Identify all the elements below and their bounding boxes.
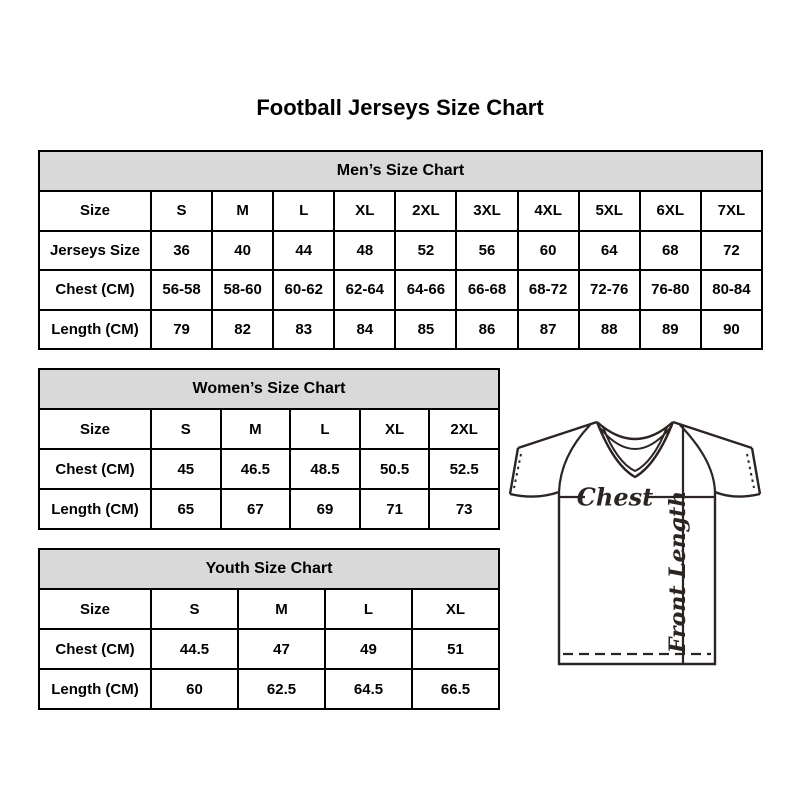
row-label-cell: Length (CM) (39, 669, 151, 709)
womens-table-title: Women’s Size Chart (39, 369, 499, 409)
value-cell: 5XL (579, 191, 640, 231)
value-cell: 87 (518, 310, 579, 350)
table-row (39, 489, 499, 529)
value-cell: 58-60 (212, 270, 273, 310)
row-label-cell: Chest (CM) (39, 449, 151, 489)
row-label-cell: Chest (CM) (39, 270, 151, 310)
value-cell: 66.5 (412, 669, 499, 709)
value-cell: 50.5 (360, 449, 430, 489)
value-cell: XL (412, 589, 499, 629)
table-row (39, 589, 499, 629)
value-cell: 51 (412, 629, 499, 669)
chest-label: Chest (576, 482, 654, 512)
value-cell: 49 (325, 629, 412, 669)
value-cell: L (290, 409, 360, 449)
value-cell: 46.5 (221, 449, 291, 489)
value-cell: 90 (701, 310, 762, 350)
jersey-diagram-image (506, 414, 762, 668)
mens-table-title: Men’s Size Chart (39, 151, 762, 191)
value-cell: 72-76 (579, 270, 640, 310)
value-cell: 72 (701, 231, 762, 271)
value-cell: 48 (334, 231, 395, 271)
table-row (39, 231, 762, 271)
jersey-measurement-diagram (506, 414, 762, 668)
value-cell: 65 (151, 489, 221, 529)
value-cell: 52.5 (429, 449, 499, 489)
value-cell: 64-66 (395, 270, 456, 310)
row-label-cell: Jerseys Size (39, 231, 151, 271)
value-cell: 86 (456, 310, 517, 350)
value-cell: 60 (518, 231, 579, 271)
value-cell: 83 (273, 310, 334, 350)
value-cell: 80-84 (701, 270, 762, 310)
value-cell: 66-68 (456, 270, 517, 310)
row-label-cell: Size (39, 191, 151, 231)
value-cell: M (221, 409, 291, 449)
table-title-row (39, 151, 762, 191)
row-label-cell: Chest (CM) (39, 629, 151, 669)
value-cell: M (238, 589, 325, 629)
value-cell: S (151, 191, 212, 231)
jersey-body-outline (559, 492, 715, 664)
table-row (39, 669, 499, 709)
value-cell: 40 (212, 231, 273, 271)
value-cell: 62-64 (334, 270, 395, 310)
front-length-label: Front Length (665, 490, 691, 654)
table-title-row (39, 369, 499, 409)
value-cell: 76-80 (640, 270, 701, 310)
table-title-row (39, 549, 499, 589)
value-cell: 56 (456, 231, 517, 271)
page-title: Football Jerseys Size Chart (256, 95, 544, 120)
value-cell: 85 (395, 310, 456, 350)
value-cell: 60 (151, 669, 238, 709)
value-cell: 52 (395, 231, 456, 271)
value-cell: 88 (579, 310, 640, 350)
value-cell: 60-62 (273, 270, 334, 310)
value-cell: 64 (579, 231, 640, 271)
value-cell: 68-72 (518, 270, 579, 310)
table-row (39, 270, 762, 310)
row-label-cell: Length (CM) (39, 310, 151, 350)
value-cell: S (151, 589, 238, 629)
value-cell: 3XL (456, 191, 517, 231)
table-row (39, 310, 762, 350)
row-label-cell: Size (39, 409, 151, 449)
value-cell: 73 (429, 489, 499, 529)
value-cell: 6XL (640, 191, 701, 231)
mens-size-table (38, 150, 763, 350)
value-cell: S (151, 409, 221, 449)
row-label-cell: Size (39, 589, 151, 629)
value-cell: 84 (334, 310, 395, 350)
value-cell: 47 (238, 629, 325, 669)
value-cell: 7XL (701, 191, 762, 231)
value-cell: 45 (151, 449, 221, 489)
value-cell: 4XL (518, 191, 579, 231)
womens-size-table (38, 368, 500, 530)
value-cell: 36 (151, 231, 212, 271)
value-cell: 89 (640, 310, 701, 350)
value-cell: 82 (212, 310, 273, 350)
value-cell: 44.5 (151, 629, 238, 669)
value-cell: 64.5 (325, 669, 412, 709)
value-cell: XL (334, 191, 395, 231)
value-cell: 69 (290, 489, 360, 529)
table-row (39, 409, 499, 449)
womens-table-body (39, 409, 499, 529)
table-row (39, 191, 762, 231)
jersey-shoulder-lines (518, 422, 752, 448)
value-cell: XL (360, 409, 430, 449)
table-row (39, 629, 499, 669)
value-cell: 2XL (429, 409, 499, 449)
youth-size-table (38, 548, 500, 710)
value-cell: M (212, 191, 273, 231)
youth-table-title: Youth Size Chart (39, 549, 499, 589)
value-cell: 71 (360, 489, 430, 529)
value-cell: 2XL (395, 191, 456, 231)
value-cell: 67 (221, 489, 291, 529)
row-label-cell: Length (CM) (39, 489, 151, 529)
value-cell: L (273, 191, 334, 231)
youth-table-body (39, 589, 499, 709)
value-cell: 56-58 (151, 270, 212, 310)
value-cell: 62.5 (238, 669, 325, 709)
value-cell: L (325, 589, 412, 629)
value-cell: 48.5 (290, 449, 360, 489)
value-cell: 68 (640, 231, 701, 271)
table-row (39, 449, 499, 489)
value-cell: 44 (273, 231, 334, 271)
value-cell: 79 (151, 310, 212, 350)
mens-table-body (39, 191, 762, 349)
